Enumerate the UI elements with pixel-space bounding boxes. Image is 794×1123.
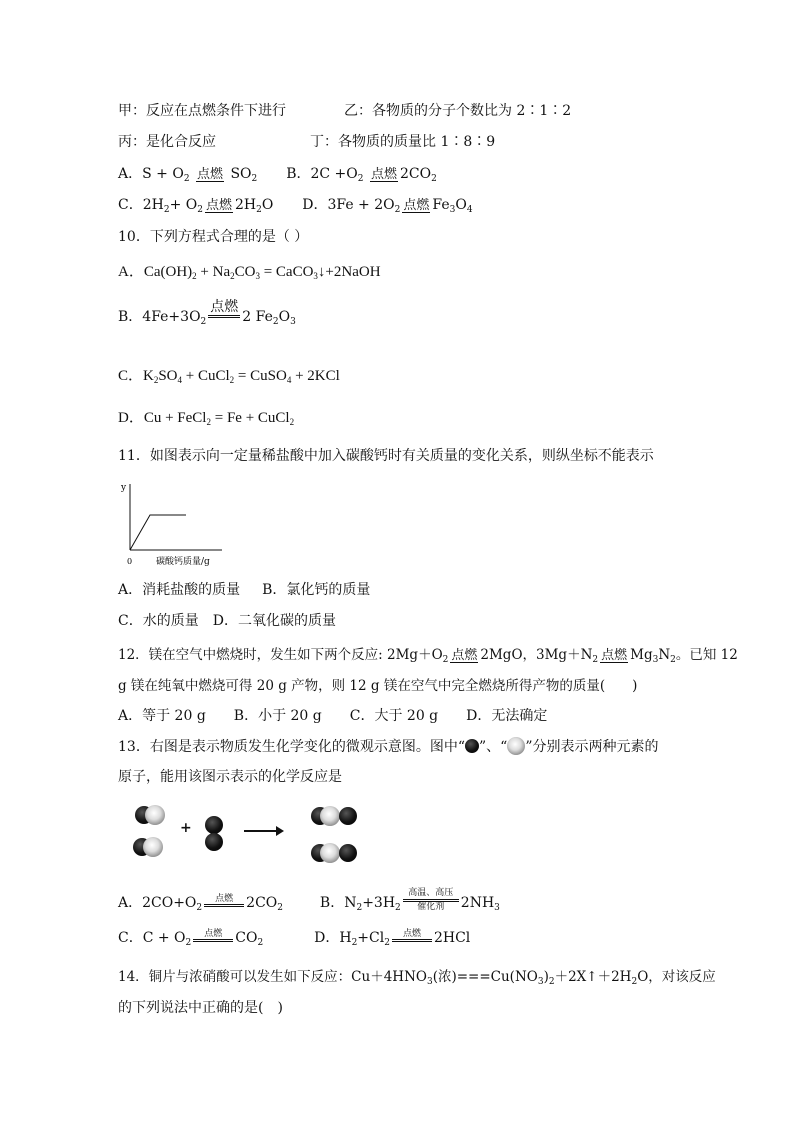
graph-curve bbox=[130, 515, 186, 550]
q12-line-1: 12．镁在空气中燃烧时，发生如下两个反应: $2Mg+O_2$ 点燃 2MgO，$3Mg+N_2$ 点燃 $Mg_3N_2$。已知 12 bbox=[118, 647, 738, 665]
dark-atom-icon bbox=[205, 833, 223, 851]
q11-stem: 11．如图表示向一定量稀盐酸中加入碳酸钙时有关质量的变化关系，则纵坐标不能表示 bbox=[118, 448, 654, 464]
q10-option-c: C．$K_2SO_4$ + CuCl$_2$ = CuSO$_4$ + 2KCl bbox=[118, 368, 340, 385]
q10-stem: 10．下列方程式合理的是（ ） bbox=[118, 229, 309, 245]
statement-line-1: 甲：反应在点燃条件下进行 乙：各物质的分子个数比为 2∶1∶2 bbox=[118, 103, 572, 119]
q11-options-cd: C．水的质量 D．二氧化碳的质量 bbox=[118, 613, 336, 629]
q13-options-cd: C．$C + O_2$ 点燃 $CO_2$ D．$H_2+Cl_2$ 点燃 2HCl bbox=[118, 929, 471, 948]
light-atom-icon bbox=[145, 805, 165, 825]
statement-line-2: 丙：是化合反应 丁：各物质的质量比 1∶8∶9 bbox=[118, 134, 496, 150]
q14-line-2: 的下列说法中正确的是( ) bbox=[118, 1000, 283, 1016]
dark-atom-icon bbox=[339, 844, 357, 862]
light-atom-icon bbox=[320, 843, 340, 863]
dark-atom-icon bbox=[465, 739, 479, 753]
graph-x-label: 碳酸钙质量/g bbox=[156, 557, 210, 567]
q10-option-b: B．$4Fe+3O_2$ 点燃 2 $Fe_2O_3$ bbox=[118, 299, 296, 327]
q11-graph bbox=[118, 478, 228, 568]
dark-atom-icon bbox=[205, 816, 223, 834]
q12-options: A．等于 20 g B．小于 20 g C．大于 20 g D．无法确定 bbox=[118, 708, 548, 724]
light-atom-icon bbox=[143, 837, 163, 857]
reaction-arrow-icon bbox=[244, 825, 284, 837]
graph-origin-label: 0 bbox=[127, 557, 133, 566]
q12-line-2: g 镁在纯氧中燃烧可得 20 g 产物，则 12 g 镁在空气中完全燃烧所得产物的质量( ) bbox=[118, 678, 638, 694]
q13-line-1: 13．右图是表示物质发生化学变化的微观示意图。图中“ ”、“ ”分别表示两种元素的 bbox=[118, 739, 659, 755]
q13-line-2: 原子，能用该图示表示的化学反应是 bbox=[118, 769, 342, 785]
light-atom-icon bbox=[320, 806, 340, 826]
q10-option-a: A．$Ca(OH)_2 + Na_2CO_3$ = CaCO$_3$↓+2NaOH bbox=[118, 264, 381, 281]
q11-options-ab: A．消耗盐酸的质量 B．氯化钙的质量 bbox=[118, 582, 371, 598]
q14-line-1: 14．铜片与浓硝酸可以发生如下反应：$Cu+4HNO_3$(浓)$===Cu(NO_3)_2+2X↑+2H_2O$，对该反应 bbox=[118, 969, 716, 987]
dark-atom-icon bbox=[339, 807, 357, 825]
plus-sign: + bbox=[180, 820, 192, 836]
q9-options-ab: A．$S + O_2$ 点燃 $SO_2$ B．$2C +O_2$ 点燃 $2CO_2$ bbox=[118, 166, 437, 184]
q13-options-ab: A．$2CO+O_2$ 点燃 $2CO_2$ B．$N_2+3H_2$ 高温、高压 催化剂 $2NH_3$ bbox=[118, 888, 500, 913]
graph-y-label: y bbox=[121, 483, 127, 493]
q10-option-d: D．Cu + FeCl$_2$ = Fe + CuCl$_2$ bbox=[118, 410, 295, 427]
q9-options-cd: C．$2H_2+ O_2$ 点燃 $2H_2O$ D．$3Fe + 2O_2$ 点燃 $Fe_3O_4$ bbox=[118, 197, 473, 215]
light-atom-icon bbox=[507, 737, 525, 755]
